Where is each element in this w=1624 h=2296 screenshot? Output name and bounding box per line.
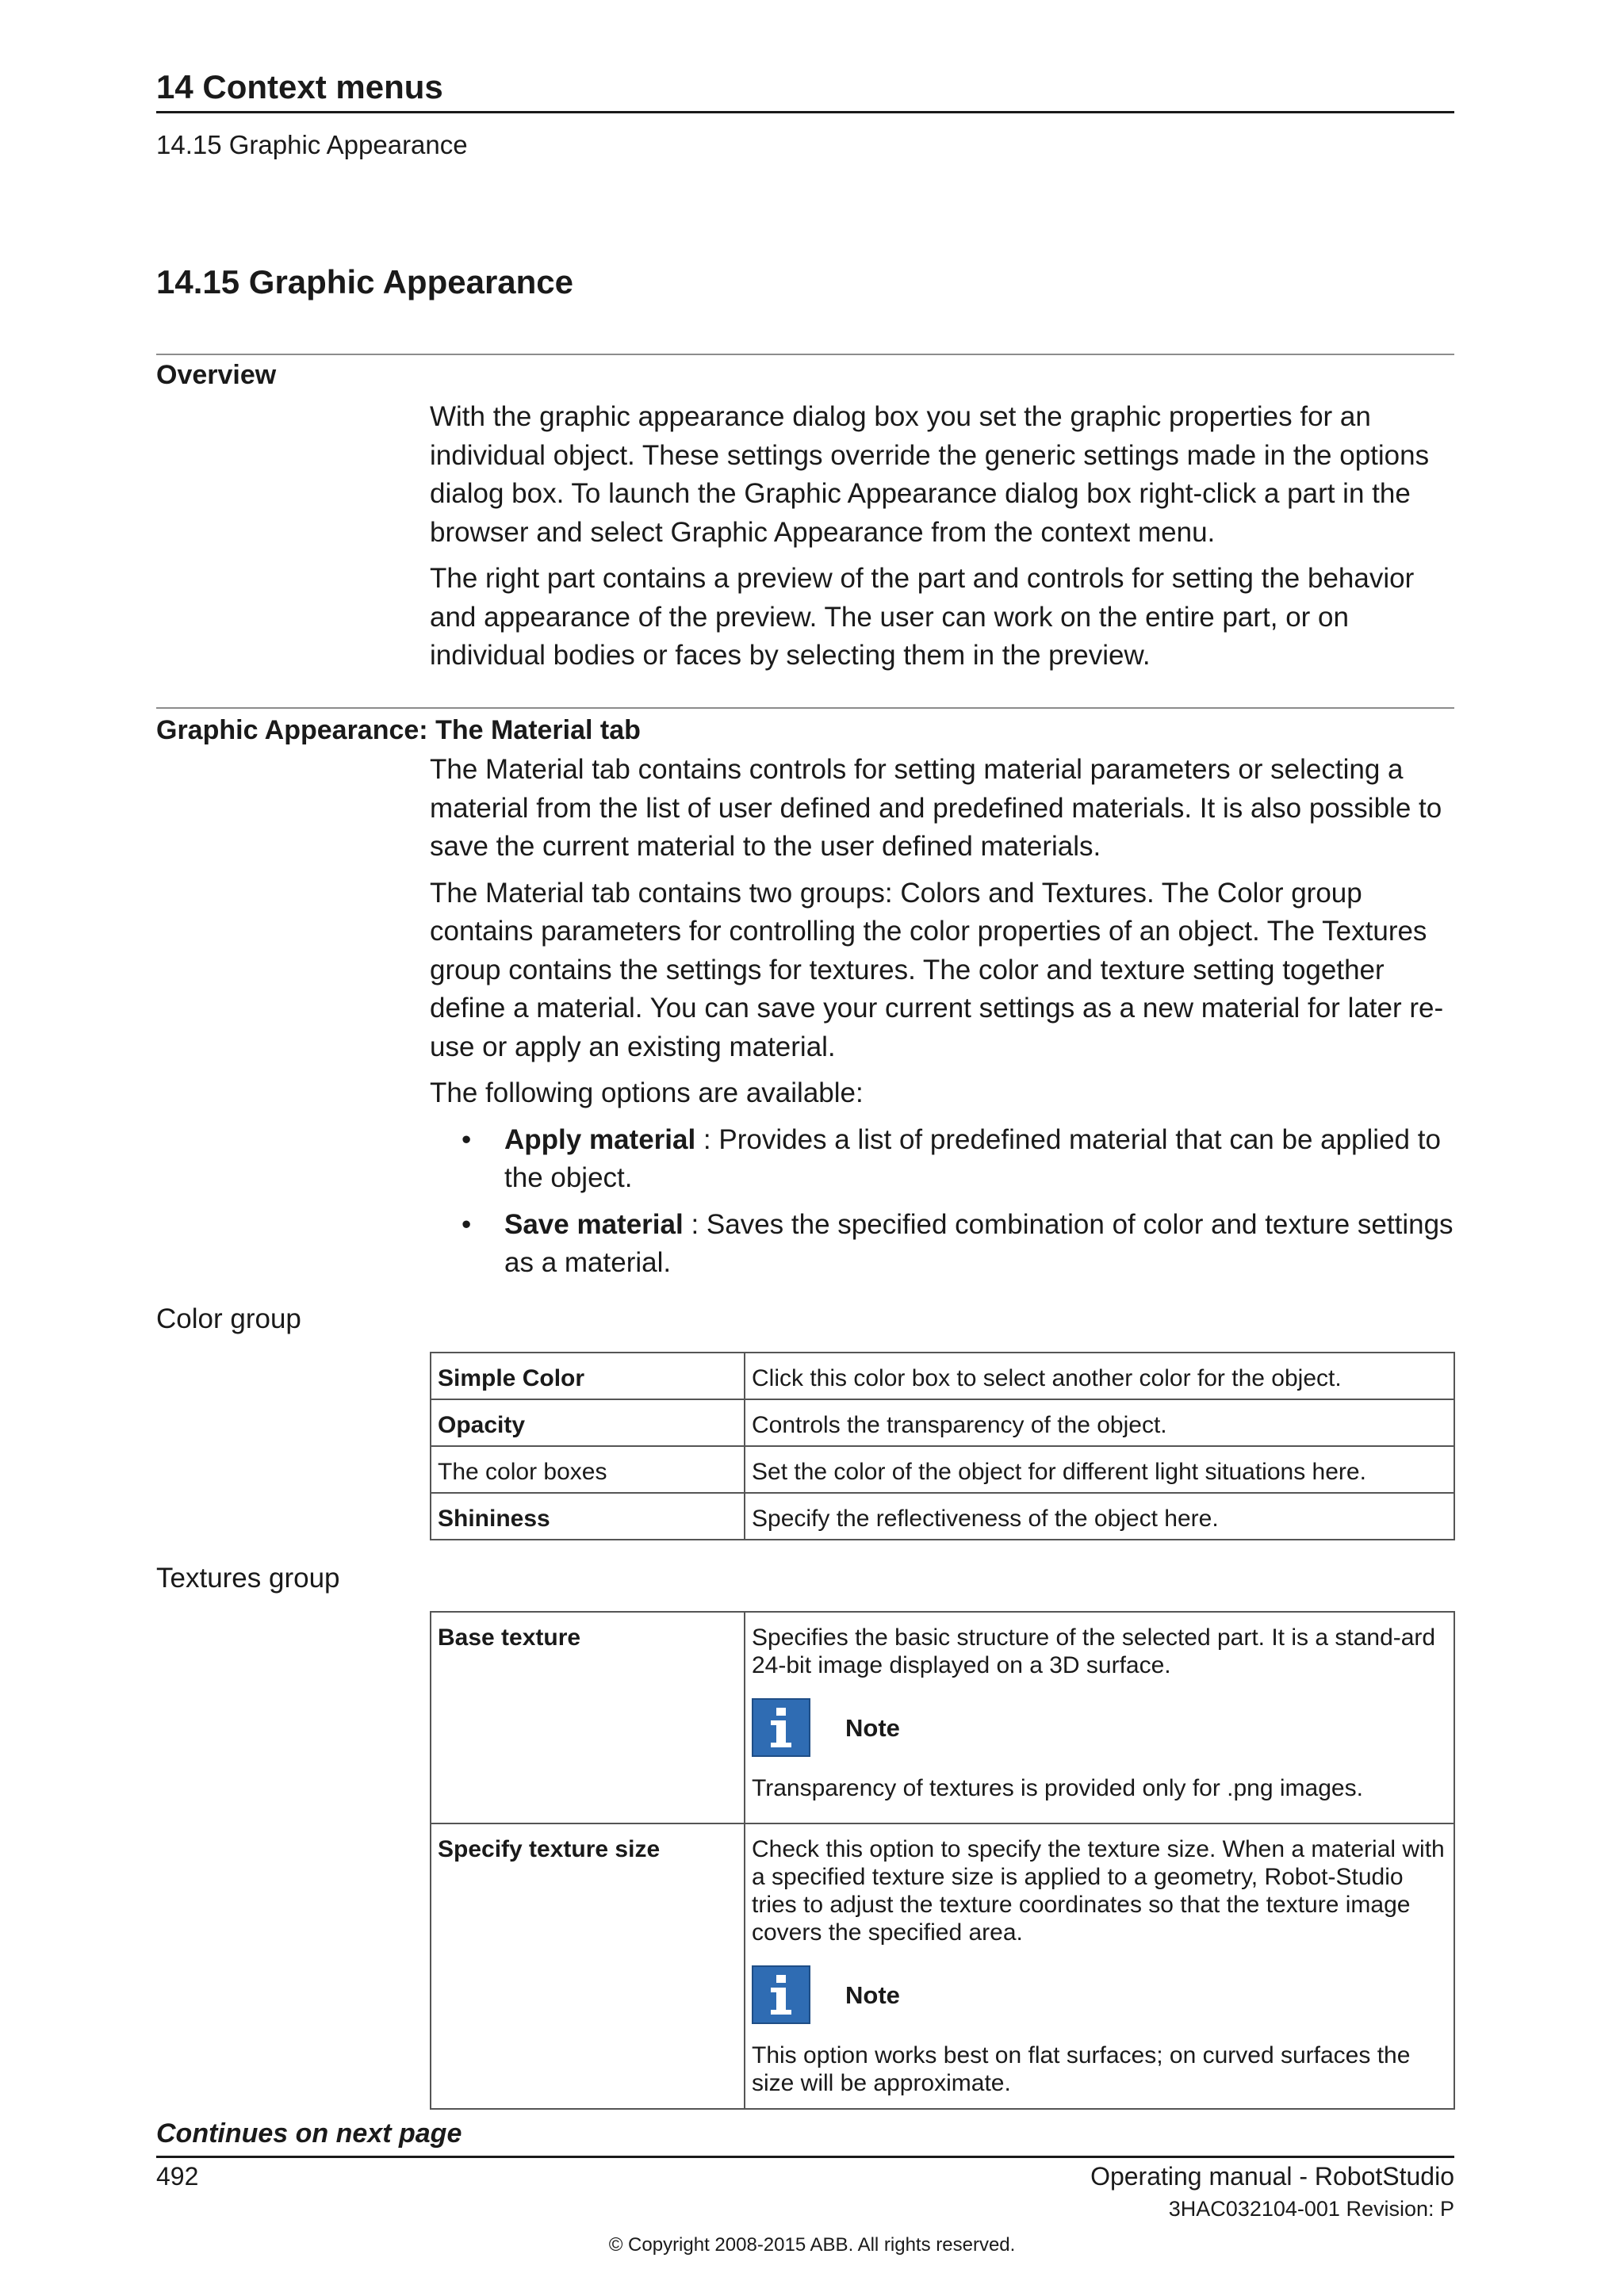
- page-title: 14.15 Graphic Appearance: [156, 263, 574, 300]
- color-group-label: Color group: [156, 1303, 301, 1334]
- options-list: [430, 1121, 1454, 1283]
- bullet-term: Apply material: [504, 1123, 696, 1155]
- table-cell-name: Simple Color: [431, 1353, 745, 1399]
- material-paragraph: The Material tab contains two groups: Colors and Textures. The Color group contains parameters for controlling the color properties of an object. The Textures group contains the settings for textures. The color and texture setting together define a material. You can save your current settings as a new material for later re-use or apply an existing material.: [430, 877, 1444, 1062]
- textures-group-table: [430, 1611, 1455, 2110]
- cell-description: Specifies the basic structure of the selected part. It is a stand-ard 24-bit image displayed on a 3D surface.: [752, 1624, 1436, 1678]
- note-text: This option works best on flat surfaces; on curved surfaces the size will be approximate.: [752, 2042, 1411, 2096]
- table-row: [431, 1353, 1454, 1399]
- info-icon-glyph: [753, 1967, 809, 2022]
- overview-paragraph: The right part contains a preview of the part and controls for setting the behavior and appearance of the preview. The user can work on the entire part, or on individual bodies or faces by selecting them in the preview.: [430, 563, 1415, 671]
- table-cell-name: The color boxes: [431, 1446, 745, 1493]
- bullet-text: : Saves the specified combination of color and texture settings as a material.: [504, 1208, 1454, 1278]
- table-cell-desc: Set the color of the object for different light situations here.: [745, 1446, 1454, 1493]
- material-label: Graphic Appearance: The Material tab: [156, 715, 641, 745]
- list-item: [430, 1121, 1454, 1198]
- cell-description: Check this option to specify the texture size. When a material with a specified texture size is applied to a geometry, Robot-Studio tries to adjust the texture coordinates so that the texture image covers the specified area.: [752, 1836, 1445, 1946]
- table-cell-name: Opacity: [431, 1399, 745, 1446]
- note-block: [752, 1698, 1447, 1757]
- bullet-icon: •: [462, 1208, 472, 1240]
- table-cell-desc: Controls the transparency of the object.: [745, 1399, 1454, 1446]
- list-item: [430, 1206, 1454, 1283]
- table-cell-desc: [745, 1823, 1454, 2109]
- color-group-table: [430, 1352, 1455, 1540]
- page-number: 492: [156, 2162, 199, 2191]
- table-row: [431, 1493, 1454, 1540]
- manual-title: Operating manual - RobotStudio: [1090, 2162, 1454, 2191]
- table-cell-name: Specify texture size: [431, 1823, 745, 2109]
- chapter-heading: 14 Context menus: [156, 68, 443, 105]
- footer-rule: [156, 2156, 1454, 2158]
- table-row: [431, 1612, 1454, 1823]
- table-cell-desc: Specify the reflectiveness of the object here.: [745, 1493, 1454, 1540]
- copyright: © Copyright 2008-2015 ABB. All rights reserved.: [608, 2234, 1016, 2256]
- note-label: Note: [845, 1980, 900, 2009]
- overview-body: [430, 398, 1454, 683]
- material-body: [430, 751, 1454, 1291]
- continues-note: Continues on next page: [156, 2118, 462, 2149]
- info-icon: [752, 1698, 810, 1757]
- table-cell-name: Shininess: [431, 1493, 745, 1540]
- table-row: [431, 1446, 1454, 1493]
- bullet-term: Save material: [504, 1208, 684, 1240]
- bullet-text: : Provides a list of predefined material that can be applied to the object.: [504, 1123, 1441, 1193]
- material-paragraph: The following options are available:: [430, 1077, 864, 1108]
- section-heading: 14.15 Graphic Appearance: [156, 130, 468, 159]
- overview-rule: [156, 354, 1454, 355]
- bullet-icon: •: [462, 1123, 472, 1155]
- textures-group-label: Textures group: [156, 1563, 340, 1594]
- table-cell-desc: Click this color box to select another color for the object.: [745, 1353, 1454, 1399]
- note-text: Transparency of textures is provided only for .png images.: [752, 1775, 1363, 1801]
- overview-label: Overview: [156, 360, 277, 390]
- table-cell-desc: [745, 1612, 1454, 1823]
- info-icon: [752, 1965, 810, 2024]
- overview-paragraph: With the graphic appearance dialog box you set the graphic properties for an individual object. These settings override the generic settings made in the options dialog box. To launch the Graphic Appearance dialog box right-click a part in the browser and select Graphic Appearance from the context menu.: [430, 401, 1430, 548]
- table-row: [431, 1823, 1454, 2109]
- material-rule: [156, 707, 1454, 709]
- document-id: 3HAC032104-001 Revision: P: [1168, 2197, 1454, 2221]
- header-rule: [156, 111, 1454, 113]
- table-cell-name: Base texture: [431, 1612, 745, 1823]
- info-icon-glyph: [753, 1700, 809, 1755]
- note-block: [752, 1965, 1447, 2024]
- material-paragraph: The Material tab contains controls for setting material parameters or selecting a material from the list of user defined and predefined materials. It is also possible to save the current material to the user defined materials.: [430, 754, 1442, 862]
- note-label: Note: [845, 1713, 900, 1742]
- table-row: [431, 1399, 1454, 1446]
